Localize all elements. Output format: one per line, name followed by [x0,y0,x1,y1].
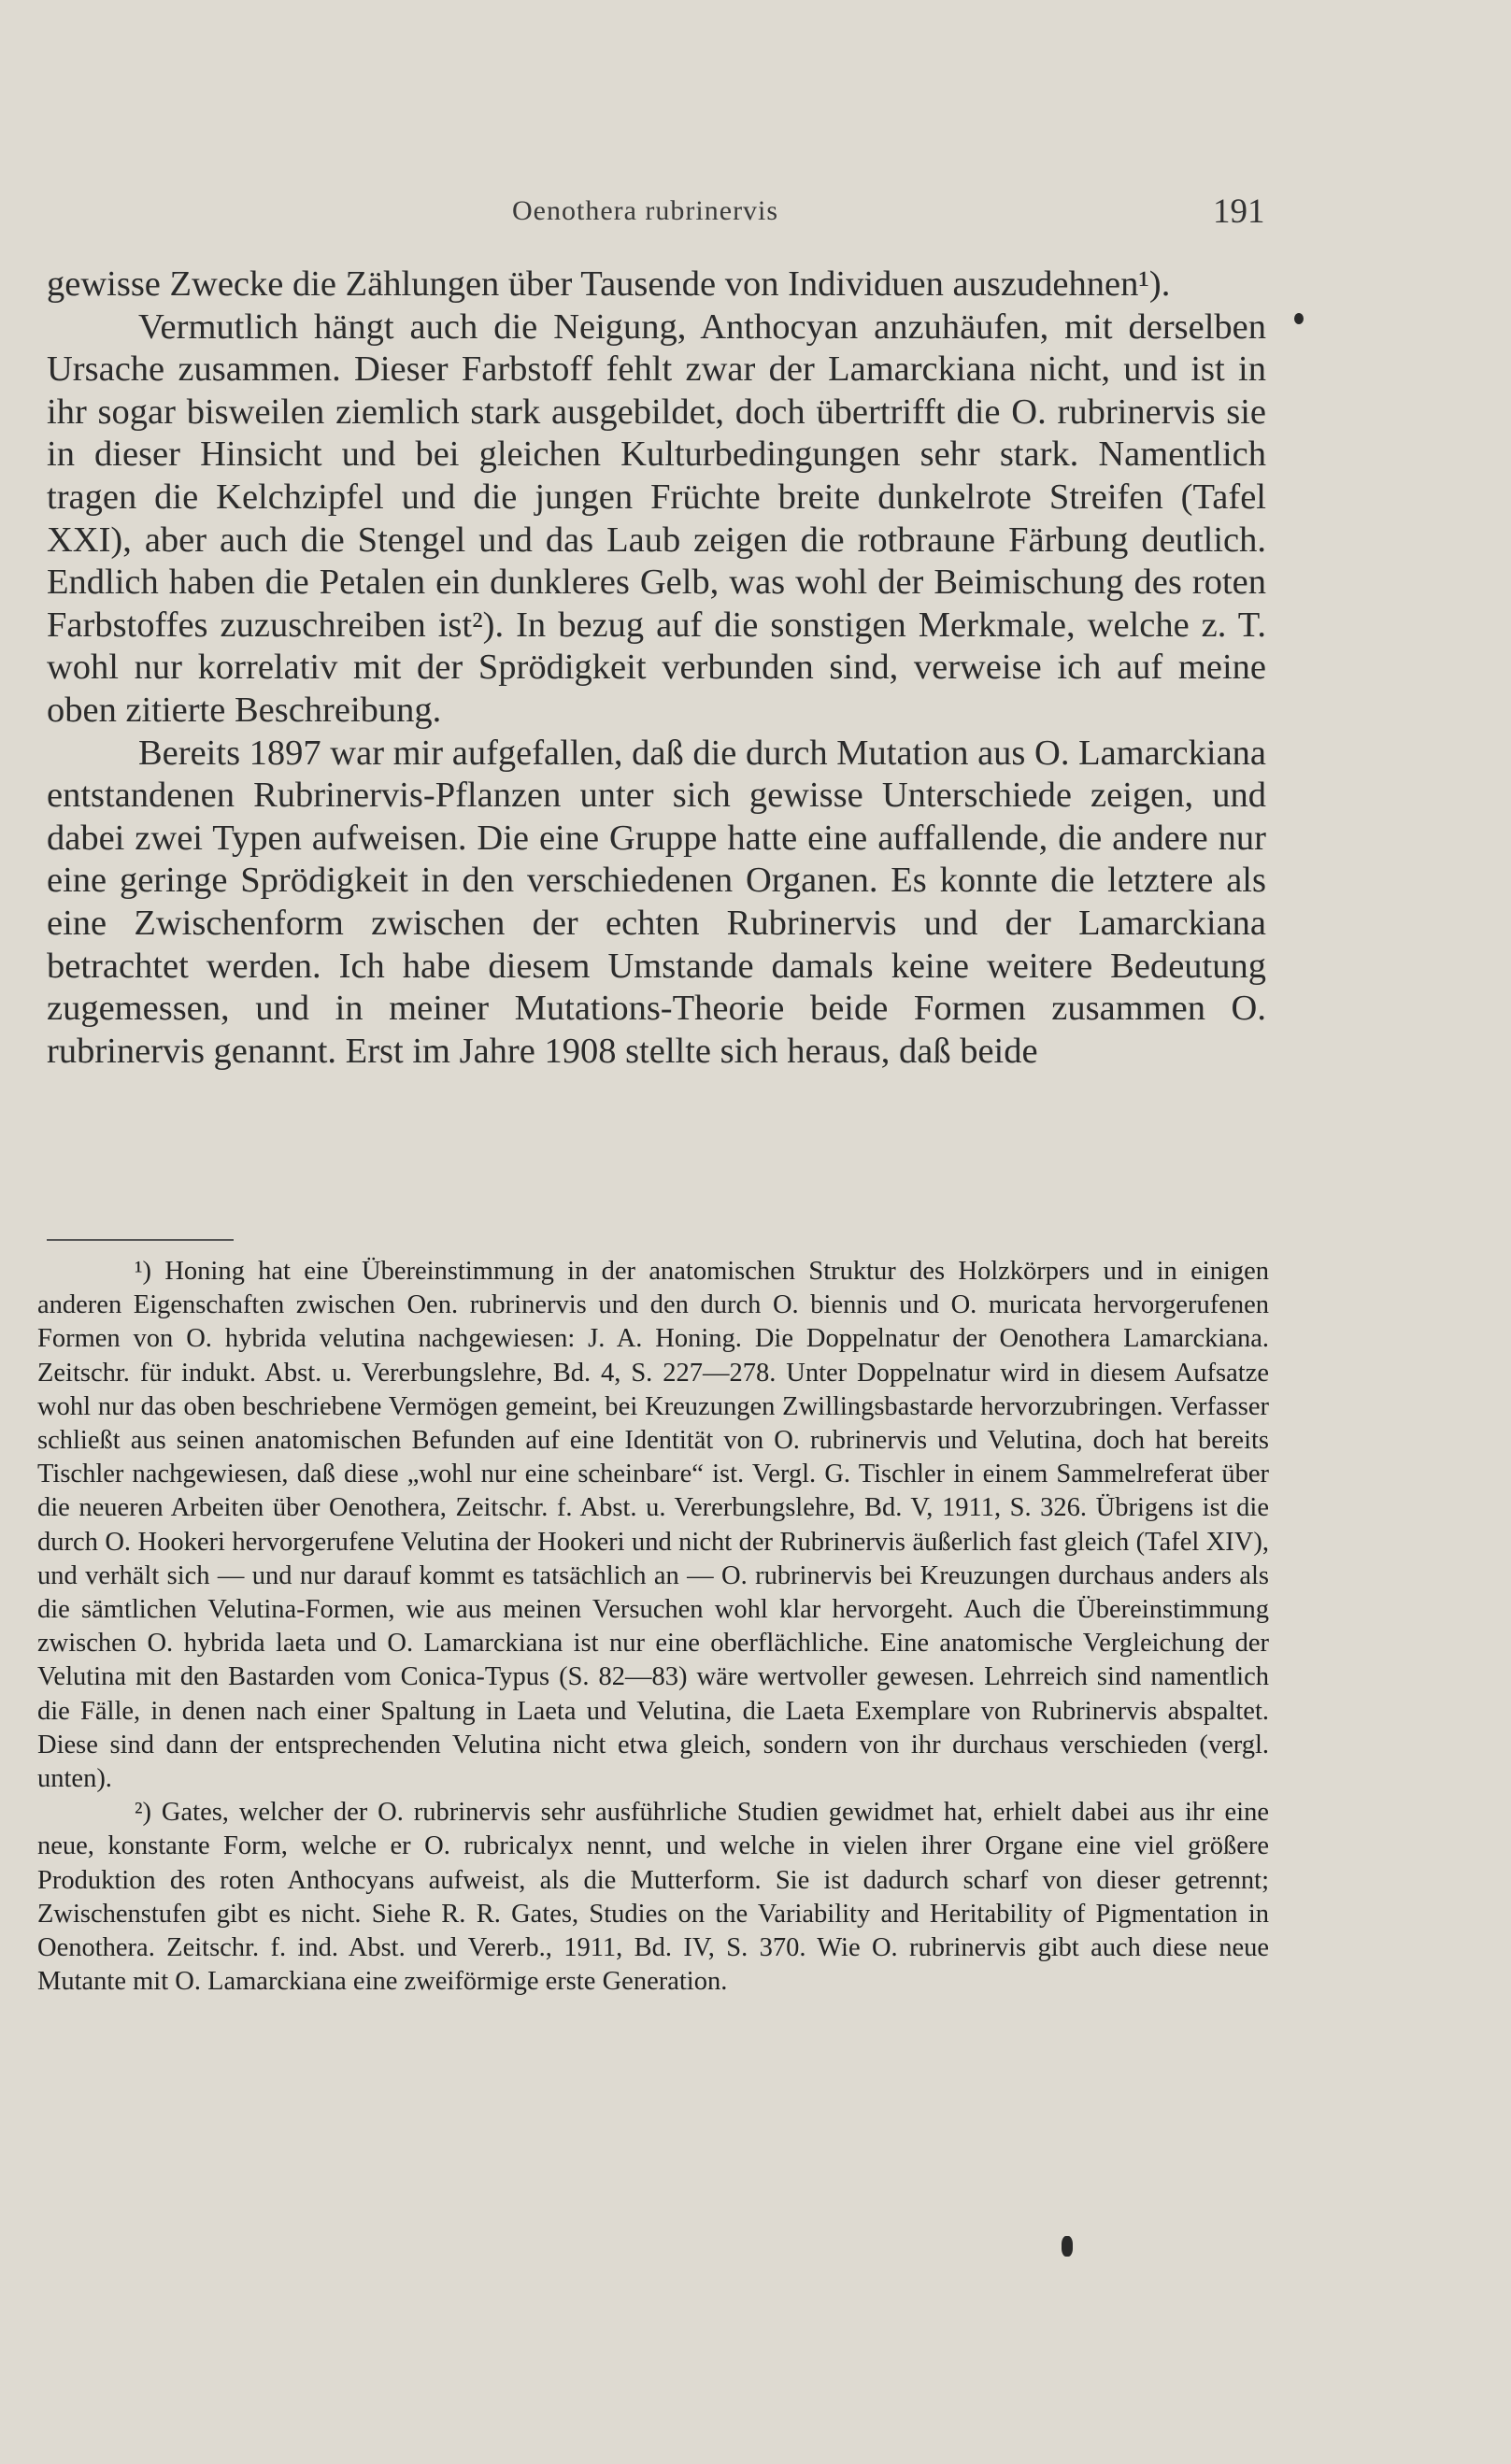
ink-speck [1294,313,1304,324]
paragraph: gewisse Zwecke die Zählungen über Tausende von Individuen auszudehnen¹). [47,264,1171,304]
running-title: Oenothera rubrinervis [512,195,779,226]
footnote-1: ¹) Honing hat eine Übereinstimmung in der anatomischen Struktur des Holzkörpers und in einigen anderen Eigenschaften zwischen Oen. rubrinervis und den durch O. biennis und O. muricata hervorgerufenen Formen von O. hybrida velutina nachgewiesen: J. A. Honing. Die Doppelnatur der Oenothera Lamarckiana. Zeitschr. für indukt. Abst. u. Vererbungslehre, Bd. 4, S. 227—278. Unter Doppelnatur wird in diesem Aufsatze wohl nur das oben beschriebene Vermögen gemeint, bei Kreuzungen Zwillingsbastarde hervorzubringen. Verfasser schließt aus seinen anatomischen Befunden auf eine Identität von O. rubrinervis und Velutina, doch hat bereits Tischler nachgewiesen, daß diese „wohl nur eine scheinbare“ ist. Vergl. G. Tischler in einem Sammelreferat über die neueren Arbeiten über Oenothera, Zeitschr. f. Abst. u. Vererbungslehre, Bd. V, 1911, S. 326. Übrigens ist die durch O. Hookeri hervorgerufene Velutina der Hookeri und nicht der Rubrinervis äußerlich fast gleich (Tafel XIV), und verhält sich — und nur darauf kommt es tatsächlich an — O. rubrinervis bei Kreuzungen durchaus anders als die sämtlichen Velutina-Formen, wie aus meinen Versuchen wohl klar hervorgeht. Auch die Übereinstimmung zwischen O. hybrida laeta und O. Lamarckiana ist nur eine oberflächliche. Eine anatomische Vergleichung der Velutina mit den Bastarden vom Conica-Typus (S. 82—83) wäre wertvoller gewesen. Lehrreich sind namentlich die Fälle, in denen nach einer Spaltung in Laeta und Velutina, die Laeta Exemplare von Rubrinervis abspaltet. Diese sind dann der entsprechenden Velutina nicht etwa gleich, sondern von ihr durchaus verschieden (vergl. unten). [37,1257,1269,1794]
page-header [0,192,1511,248]
paragraph: Vermutlich hängt auch die Neigung, Anthocyan anzuhäufen, mit derselben Ursache zusammen. Dieser Farbstoff fehlt zwar der Lamarckiana nicht, und ist in ihr sogar bisweilen ziemlich stark ausgebildet, doch übertrifft die O. rubrinervis sie in dieser Hinsicht und bei gleichen Kulturbedingungen sehr stark. Namentlich tragen die Kelchzipfel und die jungen Früchte breite dunkelrote Streifen (Tafel XXI), aber auch die Stengel und das Laub zeigen die rotbraune Färbung deutlich. Endlich haben die Petalen ein dunkleres Gelb, was wohl der Beimischung des roten Farbstoffes zuzuschreiben ist²). In bezug auf die sonstigen Merkmale, welche z. T. wohl nur korrelativ mit der Sprödigkeit verbunden sind, verweise ich auf meine oben zitierte Beschreibung. [47,306,1266,730]
main-text [47,263,1266,1073]
footnote-2: ²) Gates, welcher der O. rubrinervis sehr ausführliche Studien gewidmet hat, erhielt dabei aus ihr eine neue, konstante Form, welche er O. rubricalyx nennt, und welche in vielen ihrer Organe eine viel größere Produktion des roten Anthocyans aufweist, als die Mutterform. Sie ist dadurch scharf von dieser getrennt; Zwischenstufen gibt es nicht. Siehe R. R. Gates, Studies on the Variability and Heritability of Pigmentation in Oenothera. Zeitschr. f. ind. Abst. und Vererb., 1911, Bd. IV, S. 370. Wie O. rubrinervis gibt auch diese neue Mutante mit O. Lamarckiana eine zweiförmige erste Generation. [37,1798,1269,1997]
paragraph: Bereits 1897 war mir aufgefallen, daß die durch Mutation aus O. Lamarckiana entstandenen Rubrinervis-Pflanzen unter sich gewisse Unterschiede zeigen, und dabei zwei Typen aufweisen. Die eine Gruppe hatte eine auffallende, die andere nur eine geringe Sprödigkeit in den verschiedenen Organen. Es konnte die letztere als eine Zwischenform zwischen der echten Rubrinervis und der Lamarckiana betrachtet werden. Ich habe diesem Umstande damals keine weitere Bedeutung zugemessen, und in meiner Mutations-Theorie beide Formen zusammen O. rubrinervis genannt. Erst im Jahre 1908 stellte sich heraus, daß beide [47,733,1266,1071]
footnotes [37,1255,1269,1999]
footnote-separator [47,1239,234,1241]
page-number: 191 [1213,192,1265,231]
ink-speck [1062,2236,1073,2257]
